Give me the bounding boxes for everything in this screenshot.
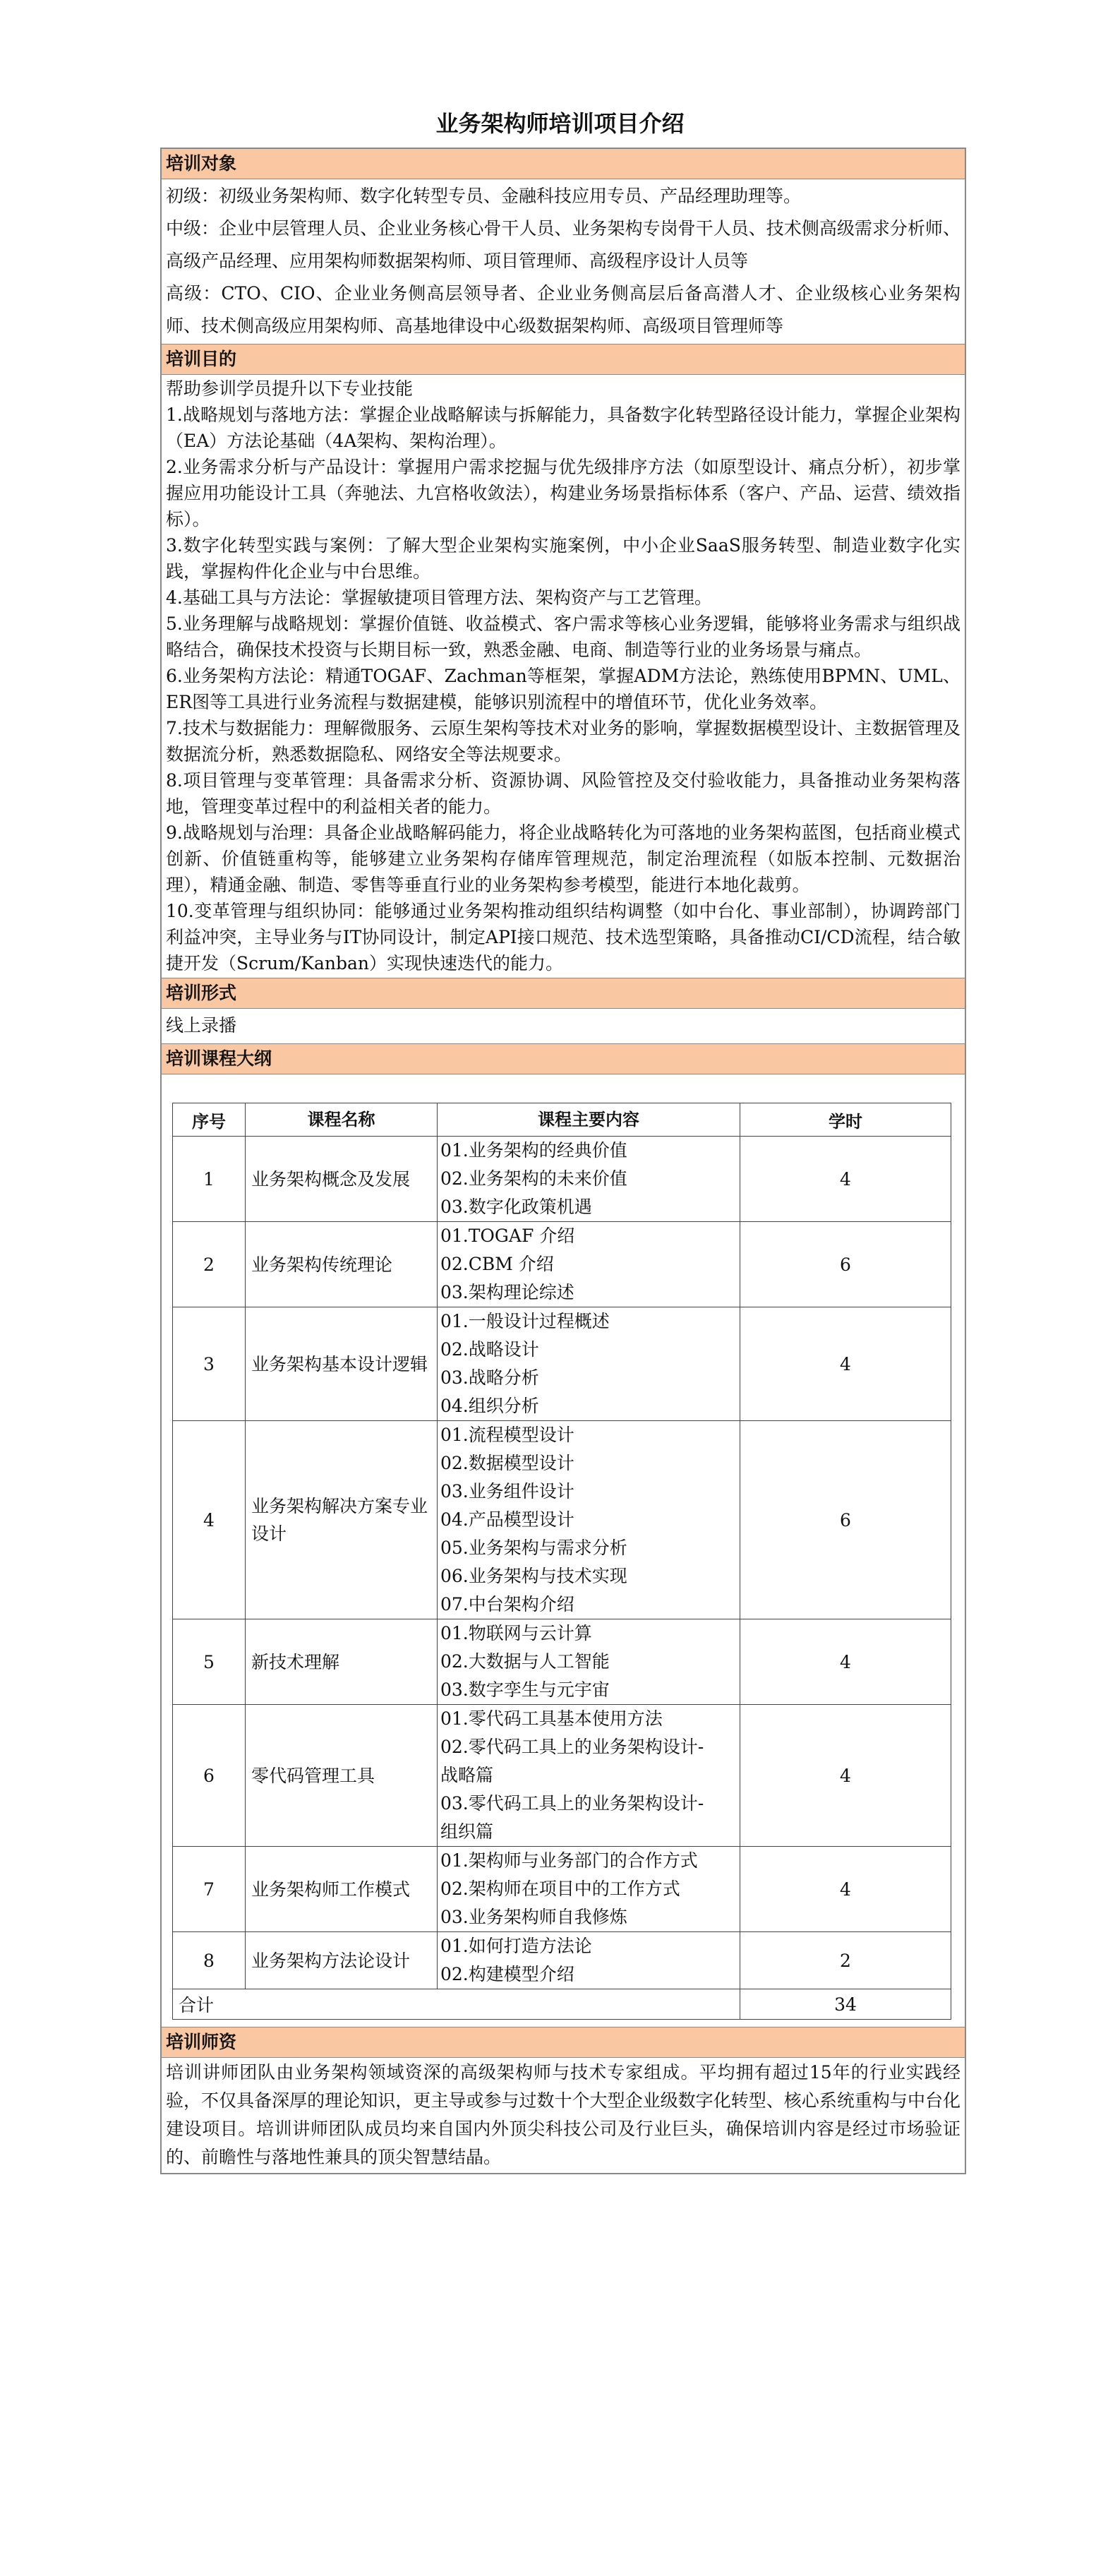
goal-item: 3.数字化转型实践与案例：了解大型企业架构实施案例，中小企业SaaS服务转型、制造业数字化实践，掌握构件化企业与中台思维。	[166, 535, 961, 582]
course-hours: 4	[740, 1307, 951, 1421]
content-line: 02.数据模型设计	[440, 1453, 574, 1473]
goals-intro: 帮助参训学员提升以下专业技能	[166, 378, 414, 399]
content-line: 03.业务架构师自我修炼	[440, 1907, 627, 1927]
content-line: 02.架构师在项目中的工作方式	[440, 1879, 680, 1899]
content-line: 06.业务架构与技术实现	[440, 1566, 627, 1586]
course-hours: 6	[740, 1421, 951, 1619]
goal-item: 2.业务需求分析与产品设计：掌握用户需求挖掘与优先级排序方法（如原型设计、痛点分析），初步掌握应用功能设计工具（奔驰法、九宫格收敛法），构建业务场景指标体系（客户、产品、运营、绩效指标）。	[166, 457, 961, 529]
audience-item-junior: 初级：初级业务架构师、数字化转型专员、金融科技应用专员、产品经理助理等。	[166, 186, 802, 206]
row-number: 6	[173, 1705, 246, 1847]
total-label: 合计	[173, 1989, 740, 2020]
content-line: 03.架构理论综述	[440, 1282, 574, 1302]
format-value: 线上录播	[162, 1009, 965, 1044]
content-line: 01.一般设计过程概述	[440, 1311, 610, 1331]
audience-block	[162, 179, 965, 345]
content-line: 01.架构师与业务部门的合作方式	[440, 1850, 698, 1871]
content-line: 战略篇	[440, 1765, 494, 1785]
table-row	[173, 1847, 951, 1932]
content-line: 02.战略设计	[440, 1339, 539, 1360]
content-line: 02.CBM 介绍	[440, 1254, 554, 1274]
course-outline-table	[172, 1103, 951, 2020]
teachers-text: 培训讲师团队由业务架构领域资深的高级架构师与技术专家组成。平均拥有超过15年的行业实践经验，不仅具备深厚的理论知识，更主导或参与过数十个大型企业级数字化转型、核心系统重构与中台化建设项目。培训讲师团队成员均来自国内外顶尖科技公司及行业巨头，确保培训内容是经过市场验证的、前瞻性与落地性兼具的顶尖智慧结晶。	[166, 2062, 961, 2167]
row-number: 5	[173, 1619, 246, 1705]
column-header-content: 课程主要内容	[438, 1103, 740, 1137]
course-rows	[173, 1137, 951, 2020]
content-line: 01.业务架构的经典价值	[440, 1140, 627, 1161]
table-row	[173, 1222, 951, 1307]
table-row	[173, 1619, 951, 1705]
course-content	[438, 1619, 740, 1705]
training-info-sheet	[160, 148, 966, 2174]
course-content	[438, 1847, 740, 1932]
table-header-row	[173, 1103, 951, 1137]
course-hours: 4	[740, 1705, 951, 1847]
course-content	[438, 1932, 740, 1989]
content-line: 组织篇	[440, 1821, 494, 1842]
course-hours: 4	[740, 1137, 951, 1222]
row-number: 3	[173, 1307, 246, 1421]
row-number: 1	[173, 1137, 246, 1222]
course-name: 业务架构解决方案专业设计	[246, 1421, 438, 1619]
row-number: 8	[173, 1932, 246, 1989]
content-line: 02.构建模型介绍	[440, 1964, 574, 1984]
column-header-no: 序号	[173, 1103, 246, 1137]
course-name: 零代码管理工具	[246, 1705, 438, 1847]
content-line: 01.如何打造方法论	[440, 1936, 592, 1956]
goal-item: 6.业务架构方法论：精通TOGAF、Zachman等框架，掌握ADM方法论，熟练使用BPMN、UML、ER图等工具进行业务流程与数据建模，能够识别流程中的增值环节，优化业务效率。	[166, 666, 961, 712]
section-header-teachers: 培训师资	[162, 2027, 965, 2058]
column-header-name: 课程名称	[246, 1103, 438, 1137]
course-name: 新技术理解	[246, 1619, 438, 1705]
content-line: 03.数字化政策机遇	[440, 1197, 592, 1217]
goal-item: 1.战略规划与落地方法：掌握企业战略解读与拆解能力，具备数字化转型路径设计能力，掌握企业架构（EA）方法论基础（4A架构、架构治理）。	[166, 405, 961, 451]
course-hours: 2	[740, 1932, 951, 1989]
course-name: 业务架构方法论设计	[246, 1932, 438, 1989]
row-number: 7	[173, 1847, 246, 1932]
content-line: 02.大数据与人工智能	[440, 1651, 610, 1672]
course-content	[438, 1222, 740, 1307]
course-name: 业务架构传统理论	[246, 1222, 438, 1307]
table-row	[173, 1137, 951, 1222]
course-hours: 4	[740, 1619, 951, 1705]
course-name: 业务架构概念及发展	[246, 1137, 438, 1222]
content-line: 04.组织分析	[440, 1396, 539, 1416]
course-hours: 4	[740, 1847, 951, 1932]
section-header-outline: 培训课程大纲	[162, 1044, 965, 1074]
teachers-block	[162, 2058, 965, 2173]
content-line: 03.业务组件设计	[440, 1481, 574, 1502]
audience-item-middle: 中级：企业中层管理人员、企业业务核心骨干人员、业务架构专岗骨干人员、技术侧高级需求分析师、高级产品经理、应用架构师数据架构师、项目管理师、高级程序设计人员等	[166, 218, 961, 271]
goal-item: 7.技术与数据能力：理解微服务、云原生架构等技术对业务的影响，掌握数据模型设计、主数据管理及数据流分析，熟悉数据隐私、网络安全等法规要求。	[166, 718, 961, 765]
content-line: 03.数字孪生与元宇宙	[440, 1679, 610, 1700]
row-number: 4	[173, 1421, 246, 1619]
section-header-format: 培训形式	[162, 978, 965, 1009]
course-content	[438, 1307, 740, 1421]
table-total-row	[173, 1989, 951, 2020]
course-hours: 6	[740, 1222, 951, 1307]
course-name: 业务架构基本设计逻辑	[246, 1307, 438, 1421]
course-outline-area	[162, 1074, 965, 2027]
section-header-goals: 培训目的	[162, 345, 965, 375]
goals-block	[162, 375, 965, 978]
content-line: 01.零代码工具基本使用方法	[440, 1708, 663, 1729]
content-line: 01.TOGAF 介绍	[440, 1226, 575, 1246]
content-line: 01.流程模型设计	[440, 1425, 574, 1445]
content-line: 02.零代码工具上的业务架构设计-	[440, 1737, 704, 1757]
goal-item: 5.业务理解与战略规划：掌握价值链、收益模式、客户需求等核心业务逻辑，能够将业务需求与组织战略结合，确保技术投资与长期目标一致，熟悉金融、电商、制造等行业的业务场景与痛点。	[166, 613, 961, 660]
course-content	[438, 1137, 740, 1222]
content-line: 05.业务架构与需求分析	[440, 1538, 627, 1558]
content-line: 02.业务架构的未来价值	[440, 1168, 627, 1189]
table-row	[173, 1705, 951, 1847]
goal-item: 9.战略规划与治理：具备企业战略解码能力，将企业战略转化为可落地的业务架构蓝图，包括商业模式创新、价值链重构等，能够建立业务架构存储库管理规范，制定治理流程（如版本控制、元数据治理），精通金融、制造、零售等垂直行业的业务架构参考模型，能进行本地化裁剪。	[166, 822, 961, 895]
content-line: 01.物联网与云计算	[440, 1623, 592, 1643]
content-line: 07.中台架构介绍	[440, 1594, 574, 1615]
course-content	[438, 1705, 740, 1847]
goal-item: 10.变革管理与组织协同：能够通过业务架构推动组织结构调整（如中台化、事业部制），协调跨部门利益冲突，主导业务与IT协同设计，制定API接口规范、技术选型策略，具备推动CI/CD流程，结合敏捷开发（Scrum/Kanban）实现快速迭代的能力。	[166, 901, 961, 974]
section-header-audience: 培训对象	[162, 149, 965, 179]
column-header-hours: 学时	[740, 1103, 951, 1137]
goal-item: 8.项目管理与变革管理：具备需求分析、资源协调、风险管控及交付验收能力，具备推动业务架构落地，管理变革过程中的利益相关者的能力。	[166, 770, 961, 817]
document-title: 业务架构师培训项目介绍	[435, 110, 685, 137]
content-line: 03.零代码工具上的业务架构设计-	[440, 1793, 704, 1814]
table-row	[173, 1421, 951, 1619]
course-content	[438, 1421, 740, 1619]
content-line: 03.战略分析	[440, 1367, 539, 1388]
total-hours: 34	[740, 1989, 951, 2020]
row-number: 2	[173, 1222, 246, 1307]
course-name: 业务架构师工作模式	[246, 1847, 438, 1932]
table-row	[173, 1307, 951, 1421]
goal-item: 4.基础工具与方法论：掌握敏捷项目管理方法、架构资产与工艺管理。	[166, 587, 712, 608]
audience-item-senior: 高级：CTO、CIO、企业业务侧高层领导者、企业业务侧高层后备高潜人才、企业级核心业务架构师、技术侧高级应用架构师、高基地律设中心级数据架构师、高级项目管理师等	[166, 283, 961, 336]
content-line: 04.产品模型设计	[440, 1509, 574, 1530]
table-row	[173, 1932, 951, 1989]
